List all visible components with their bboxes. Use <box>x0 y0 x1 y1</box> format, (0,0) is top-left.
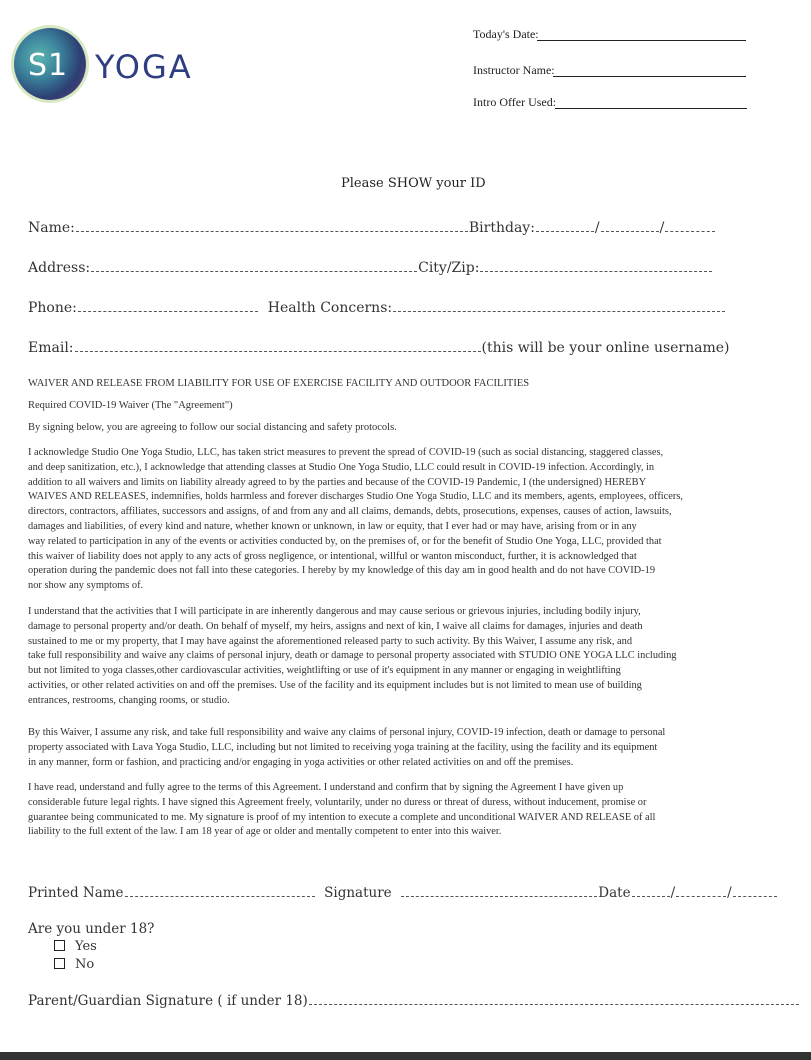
paragraph-line: damage to personal property and/or death. On behalf of myself, my heirs, assigns and next of kin, I waive all claims for damages, injuries and death <box>28 620 643 632</box>
yes-option[interactable] <box>54 939 97 954</box>
name-label: Name: <box>28 220 75 236</box>
email-note: (this will be your online username) <box>481 340 730 356</box>
under-18-question: Are you under 18? <box>28 921 155 937</box>
studio-logo <box>14 26 204 106</box>
paragraph-line: this waiver of liability does not apply to any acts of gross negligence, or intentional, willful or wanton misconduct, further, it is acknowledged that <box>28 550 637 562</box>
waiver-paragraph-2 <box>28 605 790 709</box>
paragraph-line: in any manner, form or fashion, and practicing and/or engaging in yoga activities or other related activities on and off the premises. <box>28 756 574 768</box>
paragraph-line: I understand that the activities that I will participate in are inherently dangerous and may cause serious or grievous injuries, including bodily injury, <box>28 606 641 617</box>
date-label: Date <box>598 885 631 901</box>
signature-field[interactable] <box>401 896 597 897</box>
date-year-field[interactable] <box>733 896 777 897</box>
instructor-name-label: Instructor Name: <box>473 63 555 77</box>
paragraph-line: nor show any symptoms of. <box>28 580 144 592</box>
paragraph-line: addition to all waivers and limits on liability already agreed to by the parties and because of the COVID-19 Pandemic, I (the undersigned) HEREBY <box>28 476 647 488</box>
birthday-sep-1: / <box>594 220 600 236</box>
phone-label: Phone: <box>28 300 77 316</box>
phone-field[interactable] <box>78 311 258 312</box>
paragraph-line: I acknowledge Studio One Yoga Studio, LLC, has taken strict measures to prevent the spread of COVID-19 (such as social distancing, staggered classes, <box>28 447 664 458</box>
birthday-sep-2: / <box>659 220 665 236</box>
city-zip-field[interactable] <box>480 271 712 272</box>
email-label: Email: <box>28 340 74 356</box>
no-option[interactable] <box>54 957 94 972</box>
health-concerns-field[interactable] <box>393 311 725 312</box>
printed-name-field[interactable] <box>125 896 315 897</box>
guardian-signature-label: Parent/Guardian Signature ( if under 18) <box>28 993 308 1009</box>
date-day-field[interactable] <box>676 896 726 897</box>
guardian-signature-field[interactable] <box>309 1004 799 1005</box>
paragraph-line: I have read, understand and fully agree to the terms of this Agreement. I understand and confirm that by signing the Agreement I have given up <box>28 782 624 793</box>
date-sep-1: / <box>670 885 676 901</box>
paragraph-line: and deep sanitization, etc.), I acknowledge that attending classes at Studio One Yoga Studio, LLC could result in COVID-19 infection. Accordingly, in <box>28 461 655 473</box>
printed-name-label: Printed Name <box>28 885 124 901</box>
waiver-intro: By signing below, you are agreeing to follow our social distancing and safety protocols. <box>28 422 397 433</box>
birthday-label: Birthday: <box>468 220 535 236</box>
paragraph-line: property associated with Lava Yoga Studio, LLC, including but not limited to receiving yoga training at the facility, using the facility and its equipment <box>28 741 658 753</box>
no-checkbox[interactable] <box>54 958 65 969</box>
page-bottom-edge <box>0 1052 811 1060</box>
yes-label: Yes <box>75 939 97 954</box>
signature-label: Signature <box>324 885 392 901</box>
birthday-month-field[interactable] <box>536 231 594 232</box>
show-id-notice: Please SHOW your ID <box>341 176 486 191</box>
todays-date-field[interactable] <box>537 40 746 41</box>
paragraph-line: entrances, restrooms, changing rooms, or studio. <box>28 694 230 706</box>
paragraph-line: By this Waiver, I assume any risk, and take full responsibility and waive any claims of personal injury, COVID-19 infection, death or damage to personal <box>28 727 666 738</box>
paragraph-line: but not limited to yoga classes,other cardiovascular activities, weightlifting or use of it's equipment in any manner or engaging in weightlifting <box>28 665 621 677</box>
intro-offer-label: Intro Offer Used: <box>473 95 557 109</box>
logo-yoga-text: YOGA <box>95 48 193 86</box>
birthday-year-field[interactable] <box>665 231 715 232</box>
waiver-paragraph-4 <box>28 781 790 840</box>
paragraph-line: guarantee being communicated to me. My signature is proof of my intention to execute a complete and unconditional WAIVER AND RELEASE of all <box>28 811 656 823</box>
paragraph-line: directors, contractors, affiliates, successors and assigns, of and from any and all claims, demands, debts, prosecutions, expenses, causes of action, lawsuits, <box>28 506 672 518</box>
waiver-paragraph-1 <box>28 446 790 594</box>
city-zip-label: City/Zip: <box>418 260 480 276</box>
waiver-heading: WAIVER AND RELEASE FROM LIABILITY FOR USE OF EXERCISE FACILITY AND OUTDOOR FACILITIES <box>28 378 530 389</box>
paragraph-line: WAIVES AND RELEASES, indemnifies, holds harmless and forever discharges Studio One Yoga Studio, LLC and its members, agents, employees, officers, <box>28 491 683 503</box>
health-concerns-label: Health Concerns: <box>267 300 393 316</box>
birthday-day-field[interactable] <box>601 231 659 232</box>
paragraph-line: operation during the pandemic does not fall into these categories. I hereby by my knowledge of this day am in good health and do not have COVID-19 <box>28 565 656 577</box>
paragraph-line: take full responsibility and waive any claims of personal injury, death or damage to personal property associated with STUDIO ONE YOGA LLC including <box>28 650 677 662</box>
instructor-name-field[interactable] <box>553 76 746 77</box>
paragraph-line: way related to participation in any of the events or activities conducted by, on the premises of, or for the benefit of Studio One Yoga, LLC, provided that <box>28 535 662 547</box>
email-field[interactable] <box>75 351 481 352</box>
address-field[interactable] <box>91 271 417 272</box>
waiver-subheading: Required COVID-19 Waiver (The "Agreement") <box>28 400 233 411</box>
paragraph-line: sustained to me or my property, that I may have against the aforementioned released party to such activity. By this Waiver, I assume any risk, and <box>28 635 633 647</box>
no-label: No <box>75 957 95 972</box>
yes-checkbox[interactable] <box>54 940 65 951</box>
date-month-field[interactable] <box>632 896 670 897</box>
name-field[interactable] <box>76 231 468 232</box>
address-label: Address: <box>28 260 91 276</box>
paragraph-line: damages and liabilities, of every kind and nature, whether known or unknown, in law or equity, that I ever had or may have, arising from or in any <box>28 520 637 532</box>
paragraph-line: considerable future legal rights. I have signed this Agreement freely, voluntarily, under no duress or threat of duress, without inducement, promise or <box>28 796 647 808</box>
todays-date-label: Today's Date: <box>473 27 539 41</box>
paragraph-line: liability to the full extent of the law. I am 18 year of age or older and mentally competent to enter into this waiver. <box>28 826 502 838</box>
intro-offer-field[interactable] <box>555 108 747 109</box>
waiver-paragraph-3 <box>28 726 790 770</box>
date-sep-2: / <box>727 885 732 901</box>
logo-s1-text: S1 <box>28 48 69 83</box>
paragraph-line: activities, or other related activities on and off the premises. Use of the facility and its equipment includes but is not limited to mean use of building <box>28 679 642 691</box>
